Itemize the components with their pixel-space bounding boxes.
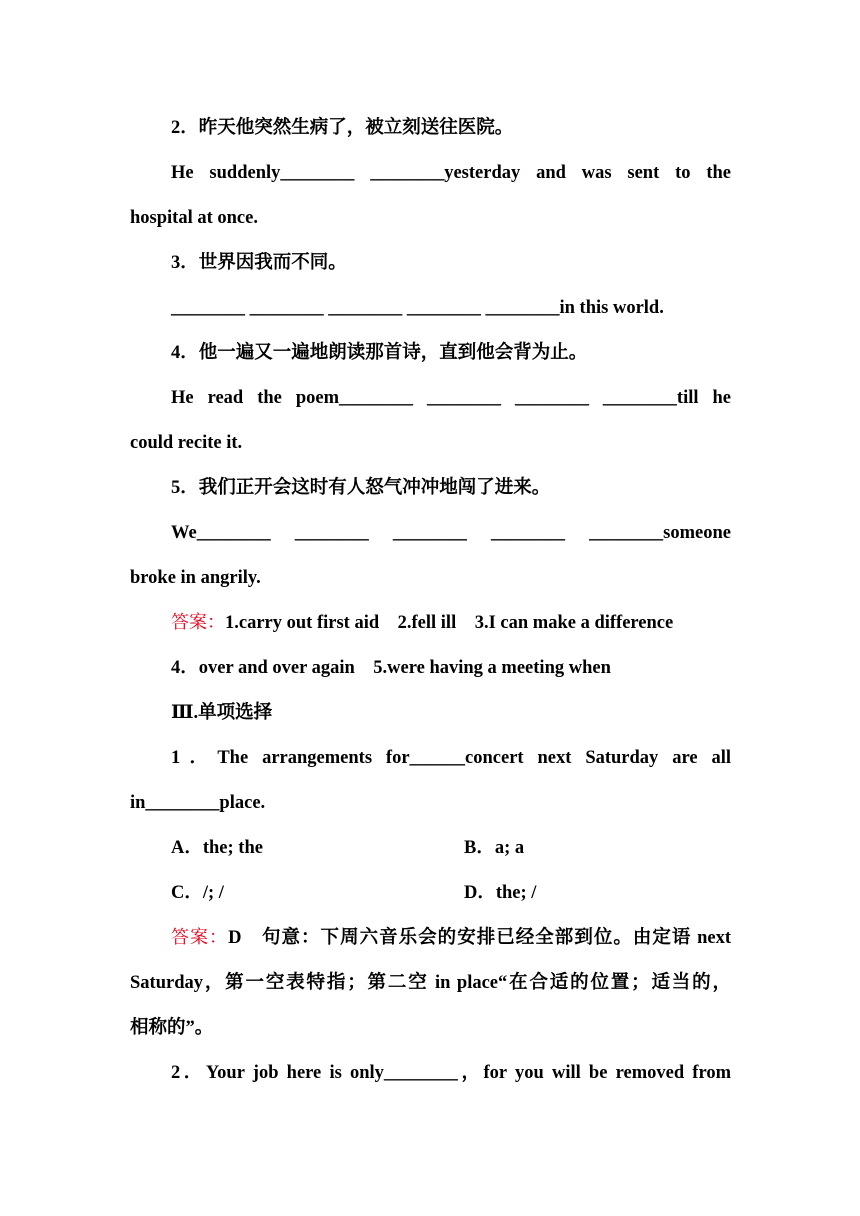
q5-sentence-line2: broke in angrily. <box>130 568 261 588</box>
mc1-option-c: C．/; / <box>171 883 224 903</box>
mc1-answer-text: D 句意：下周六音乐会的安排已经全部到位。由定语 next <box>228 928 732 948</box>
q5-sentence-line1: We________ ________ ________ ________ ________someone <box>171 523 731 543</box>
q2-sentence-line2: hospital at once. <box>130 208 258 228</box>
mc1-answer-line1 <box>171 926 731 950</box>
mc1-option-b: B．a; a <box>464 838 525 858</box>
answer-label: 答案： <box>171 927 229 948</box>
translation-answer-line1 <box>171 611 673 635</box>
mc1-answer-line3: 相称的”。 <box>130 1018 214 1038</box>
q2-sentence-line1: He suddenly________ ________yesterday and was sent to the <box>171 163 731 183</box>
mc1-option-d: D．the; / <box>464 883 537 903</box>
mc1-option-a: A．the; the <box>171 838 263 858</box>
q3-prompt: 3．世界因我而不同。 <box>171 253 347 273</box>
q2-prompt: 2．昨天他突然生病了，被立刻送往医院。 <box>171 118 514 138</box>
q3-sentence-line1: ________ ________ ________ ________ ________in this world. <box>171 298 664 318</box>
translation-answer-line2: 4．over and over again 5.were having a meeting when <box>171 658 611 678</box>
answer-text: 1.carry out first aid 2.fell ill 3.I can make a difference <box>225 613 674 633</box>
mc1-answer-line2: Saturday，第一空表特指；第二空 in place“在合适的位置；适当的， <box>130 973 731 993</box>
mc1-stem-line2: in________place. <box>130 793 266 813</box>
mc1-stem-line1: 1．The arrangements for______concert next Saturday are all <box>171 748 731 768</box>
answer-label: 答案： <box>171 612 225 633</box>
q4-sentence-line1: He read the poem________ ________ ________ ________till he <box>171 388 731 408</box>
q5-prompt: 5．我们正开会这时有人怒气冲冲地闯了进来。 <box>171 478 551 498</box>
q4-sentence-line2: could recite it. <box>130 433 243 453</box>
q4-prompt: 4．他一遍又一遍地朗读那首诗，直到他会背为止。 <box>171 343 588 363</box>
mc2-stem-line1: 2．Your job here is only________，for you will be removed from <box>171 1063 731 1083</box>
section-title: Ⅲ.单项选择 <box>171 703 273 723</box>
